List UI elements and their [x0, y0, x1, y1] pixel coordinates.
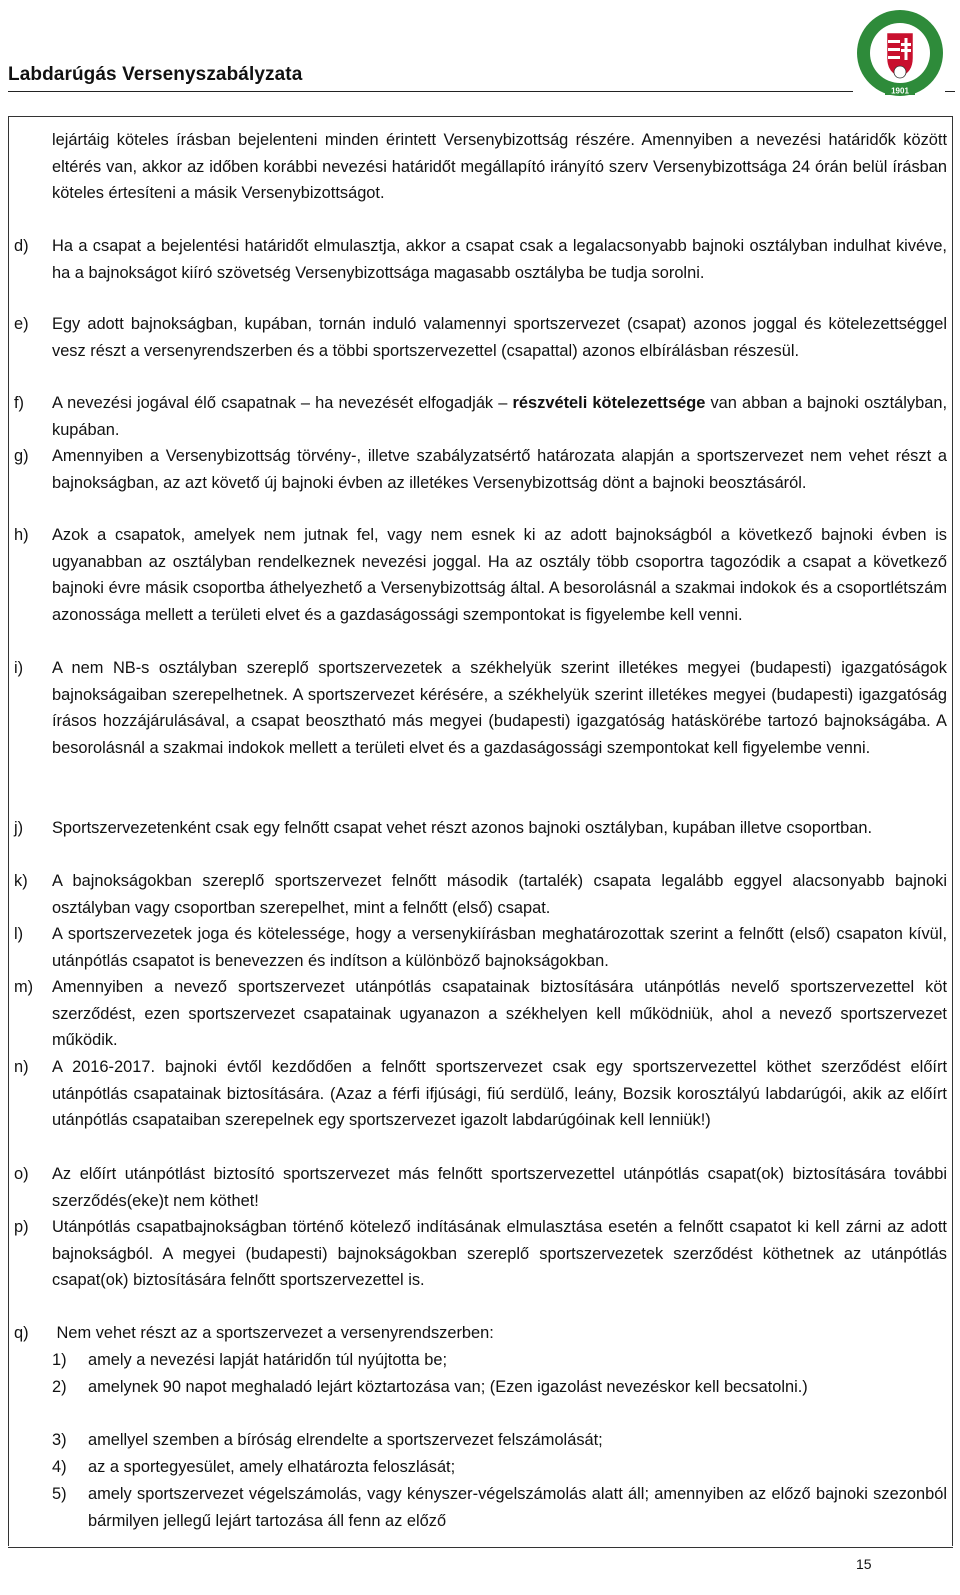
- document-title: Labdarúgás Versenyszabályzata: [8, 64, 303, 85]
- list-item: [14, 1320, 947, 1347]
- list-item: [14, 1161, 947, 1214]
- list-item-label: l): [14, 925, 24, 943]
- list-item-label: h): [14, 526, 29, 544]
- list-item: [14, 921, 947, 974]
- list-item-label: q): [14, 1324, 29, 1342]
- sub-list-item-text: amely a nevezési lapját határidőn túl nyújtotta be;: [88, 1351, 447, 1369]
- list-item-text: Nem vehet részt az a sportszervezet a versenyrendszerben:: [52, 1324, 494, 1342]
- list-item: [14, 522, 947, 628]
- sub-list-item: [52, 1454, 947, 1481]
- list-item: [14, 1214, 947, 1294]
- list-item-text: A 2016-2017. bajnoki évtől kezdődően a felnőtt sportszervezet csak egy sportszervezettel köthet szerződést előírt utánpótlás csapatainak biztosítására. (Azaz a férfi ifjúsági, fiú serdülő, leány, Bozsik korosztályú labdarúgói, akik az előírt utánpótlás csapataiban szerepelnek egy sportszervezet igazolt labdarúgóinak kell lenniük!): [52, 1058, 947, 1130]
- header-rule: [8, 91, 853, 92]
- intro-paragraph: lejártáig köteles írásban bejelenteni minden érintett Versenybizottság részére. Amennyiben a nevezési határidők között eltérés van, akkor az időben korábbi nevezési határidőt megállapító irányító szerv Versenybizottsága 24 órán belül írásban köteles értesíteni a másik Versenybizottságot.: [52, 131, 947, 203]
- list-item: [14, 815, 947, 842]
- list-item-text: Ha a csapat a bejelentési határidőt elmulasztja, akkor a csapat csak a legalacsonyabb bajnoki osztályban indulhat kivéve, ha a bajnokságot kiíró szövetség Versenybizottsága magasabb osztályba be tudja sorolni.: [52, 237, 947, 282]
- list-item-text: A bajnokságokban szereplő sportszervezet felnőtt második (tartalék) csapata legalább eggyel alacsonyabb bajnoki osztályban vagy csoportban szerepelhet, mint a felnőtt (első) csapat.: [52, 872, 947, 917]
- sub-list-item: [52, 1481, 947, 1534]
- sub-list-item: [52, 1374, 947, 1401]
- emphasis: részvételi kötelezettsége: [512, 394, 706, 412]
- list-item-text: A nevezési jogával élő csapatnak – ha nevezését elfogadják – részvételi kötelezettsége van abban a bajnoki osztályban, kupában.: [52, 394, 947, 439]
- list-item-text: Egy adott bajnokságban, kupában, tornán induló valamennyi sportszervezet (csapat) azonos joggal és kötelezettséggel vesz részt a versenyrendszerben és a többi sportszervezettel (csapattal) azonos elbírálásban részesül.: [52, 315, 947, 360]
- list-item-text: Azok a csapatok, amelyek nem jutnak fel, vagy nem esnek ki az adott bajnokságból a következő bajnoki évben is ugyanabban az osztályban rendelkeznek nevezési joggal. Ha az osztály több csoportra tagozódik a csapat a következő bajnoki évre másik csoportba áthelyezhető a Versenybizottság által. A besorolásnál a szakmai indokok és a csoportlétszám azonossága mellett a területi elvet és a gazdaságossági szempontokat is figyelembe kell venni.: [52, 526, 947, 624]
- footer-rule: [8, 1547, 953, 1548]
- list-item-label: g): [14, 447, 29, 465]
- sub-list-item-label: 1): [52, 1351, 67, 1369]
- list-item-label: k): [14, 872, 28, 890]
- sub-list-item-text: az a sportegyesület, amely elhatározta feloszlását;: [88, 1458, 456, 1476]
- logo-year: 1901: [891, 86, 909, 96]
- list-item-label: o): [14, 1165, 29, 1183]
- sub-list-item-label: 3): [52, 1431, 67, 1449]
- sub-list-item: [52, 1347, 947, 1374]
- list-item: [14, 1054, 947, 1134]
- list-item: [14, 390, 947, 443]
- list-item-text: A nem NB-s osztályban szereplő sportszervezetek a székhelyük szerint illetékes megyei (budapesti) igazgatóságok bajnokságaiban szerepelhetnek. A sportszervezet kérésére, a székhelyük szerint illetékes megyei (budapesti) igazgatóság írásos hozzájárulásával, a csapat beosztható más megyei (budapesti) igazgatóság hatáskörébe tartozó bajnokságába. A besorolásnál a szakmai indokok mellett a területi elvet és a gazdaságossági szempontokat kell figyelembe venni.: [52, 659, 947, 757]
- list-item-text: Az előírt utánpótlást biztosító sportszervezet más felnőtt sportszervezettel utánpótlás csapat(ok) biztosítására további szerződés(eke)t nem köthet!: [52, 1165, 947, 1210]
- list-item-text: Amennyiben a Versenybizottság törvény-, illetve szabályzatsértő határozata alapján a sportszervezet nem vehet részt a bajnokságban, az azt követő új bajnoki évben az illetékes Versenybizottság dönt a bajnoki beosztásáról.: [52, 447, 947, 492]
- list-item-label: m): [14, 978, 34, 996]
- list-item: [14, 974, 947, 1054]
- list-item-text: Amennyiben a nevező sportszervezet utánpótlás csapatainak biztosítására utánpótlás nevelő sportszervezettel köt szerződést, ezen sportszervezet csapatainak ugyanazon a székhelyen kell működniük, ahol a nevező sportszervezet működik.: [52, 978, 947, 1050]
- sub-list-item-label: 2): [52, 1378, 67, 1396]
- list-item-label: n): [14, 1058, 29, 1076]
- sub-list-item: [52, 1427, 947, 1454]
- sub-list-item-label: 5): [52, 1485, 67, 1503]
- list-item-label: p): [14, 1218, 29, 1236]
- list-item-text: Utánpótlás csapatbajnokságban történő kötelező indításának elmulasztása esetén a felnőtt csapatot ki kell zárni az adott bajnokságból. A megyei (budapesti) bajnokságokban szereplő sportszervezetek szerződést köthetnek az utánpótlás csapat(ok) biztosítására felnőtt sportszervezettel is.: [52, 1218, 947, 1290]
- page-header: [0, 0, 960, 98]
- list-item-label: f): [14, 394, 25, 412]
- list-item: [14, 868, 947, 921]
- list-item-label: j): [14, 819, 24, 837]
- list-item: [14, 311, 947, 364]
- sub-list-item-label: 4): [52, 1458, 67, 1476]
- list-item-text: Sportszervezetenként csak egy felnőtt csapat vehet részt azonos bajnoki osztályban, kupában illetve csoportban.: [52, 819, 873, 837]
- page-number: 15: [856, 1556, 872, 1572]
- list-item: [14, 655, 947, 761]
- list-item-text: A sportszervezetek joga és kötelessége, hogy a versenykiírásban meghatározottak szerint a felnőtt (első) csapaton kívül, utánpótlás csapatot is benevezzen és indítson a különböző bajnokságokban.: [52, 925, 947, 970]
- header-rule-dash: [945, 91, 955, 92]
- sub-list-item-text: amely sportszervezet végelszámolás, vagy kényszer-végelszámolás alatt áll; amennyiben az előző bajnoki szezonból bármilyen jellegű lejárt tartozása áll fenn az előző: [88, 1485, 947, 1530]
- list-item: [14, 443, 947, 496]
- list-item-label: i): [14, 659, 24, 677]
- list-item: [14, 233, 947, 286]
- mlsz-logo-icon: [855, 8, 945, 98]
- list-item-label: d): [14, 237, 29, 255]
- sub-list-item-text: amellyel szemben a bíróság elrendelte a sportszervezet felszámolását;: [88, 1431, 603, 1449]
- list-item-label: e): [14, 315, 29, 333]
- sub-list-item-text: amelynek 90 napot meghaladó lejárt köztartozása van; (Ezen igazolást nevezéskor kell becsatolni.): [88, 1378, 808, 1396]
